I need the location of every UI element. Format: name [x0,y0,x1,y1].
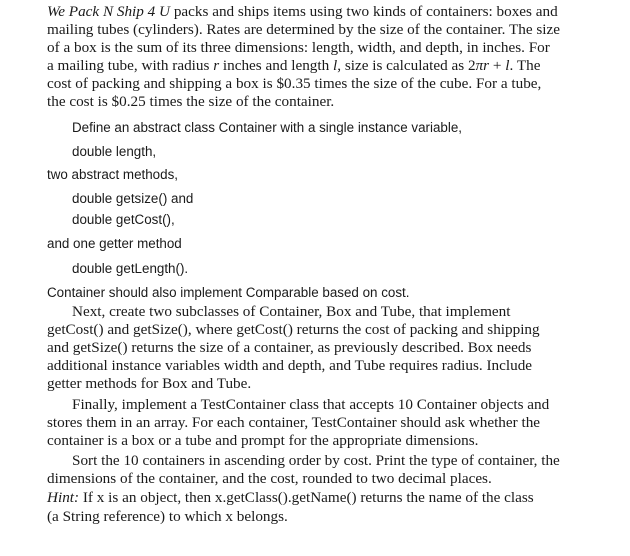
next-line-2: getCost() and getSize(), where getCost() returns the cost of packing and shipping [47,321,540,338]
intro-line-5: cost of packing and shipping a box is $0.35 times the size of the cube. For a tube, [47,75,542,92]
company-name: We Pack N Ship 4 U [47,3,171,20]
intro-line-4 [47,57,540,75]
hint-label: Hint: [47,489,80,506]
finally-line-2: stores them in an array. For each container, TestContainer should ask whether the [47,414,541,431]
comparable-line: Container should also implement Comparable based on cost. [47,285,410,300]
hint-line-2: (a String reference) to which x belongs. [47,508,288,525]
next-line-4: additional instance variables width and depth, and Tube requires radius. Include [47,357,533,374]
intro-line-6: the cost is $0.25 times the size of the container. [47,93,335,110]
intro-line-2: mailing tubes (cylinders). Rates are determined by the size of the container. The size [47,21,560,38]
t3: , size is calculated as 2 [337,57,476,74]
next-line-1: Next, create two subclasses of Container, Box and Tube, that implement [72,303,511,320]
next-line-5: getter methods for Box and Tube. [47,375,252,392]
intro-line-1-text: packs and ships items using two kinds of containers: boxes and [170,3,558,20]
t2: inches and length [219,57,333,74]
one-getter-line: and one getter method [47,236,182,251]
method2-line: double getCost(), [72,212,175,227]
method1-line: double getsize() and [72,191,194,206]
hint-text: If x is an object, then x.getClass().getName() returns the name of the class [79,489,534,506]
hint-line-1 [47,489,534,507]
t4: + [489,57,506,74]
method3-line: double getLength(). [72,261,189,276]
intro-line-1 [47,3,558,21]
two-abstract-line: two abstract methods, [47,167,178,182]
intro-line-3: of a box is the sum of its three dimensions: length, width, and depth, in inches. For [47,39,550,56]
sort-line-1: Sort the 10 containers in ascending order by cost. Print the type of container, the [72,452,560,469]
next-line-3: and getSize() returns the size of a container, as previously described. Box needs [47,339,532,356]
var-l-2: l [505,57,510,74]
field-line: double length, [72,144,157,159]
finally-line-3: container is a box or a tube and prompt for the appropriate dimensions. [47,432,479,449]
sort-line-2: dimensions of the container, and the cost, rounded to two decimal places. [47,470,492,487]
var-pi-r: πr [475,57,490,74]
finally-line-1: Finally, implement a TestContainer class that accepts 10 Container objects and [72,396,550,413]
define-line: Define an abstract class Container with a single instance variable, [72,120,463,135]
t5: . The [509,57,541,74]
t1: a mailing tube, with radius [47,57,214,74]
var-r: r [213,57,220,74]
var-l: l [333,57,338,74]
